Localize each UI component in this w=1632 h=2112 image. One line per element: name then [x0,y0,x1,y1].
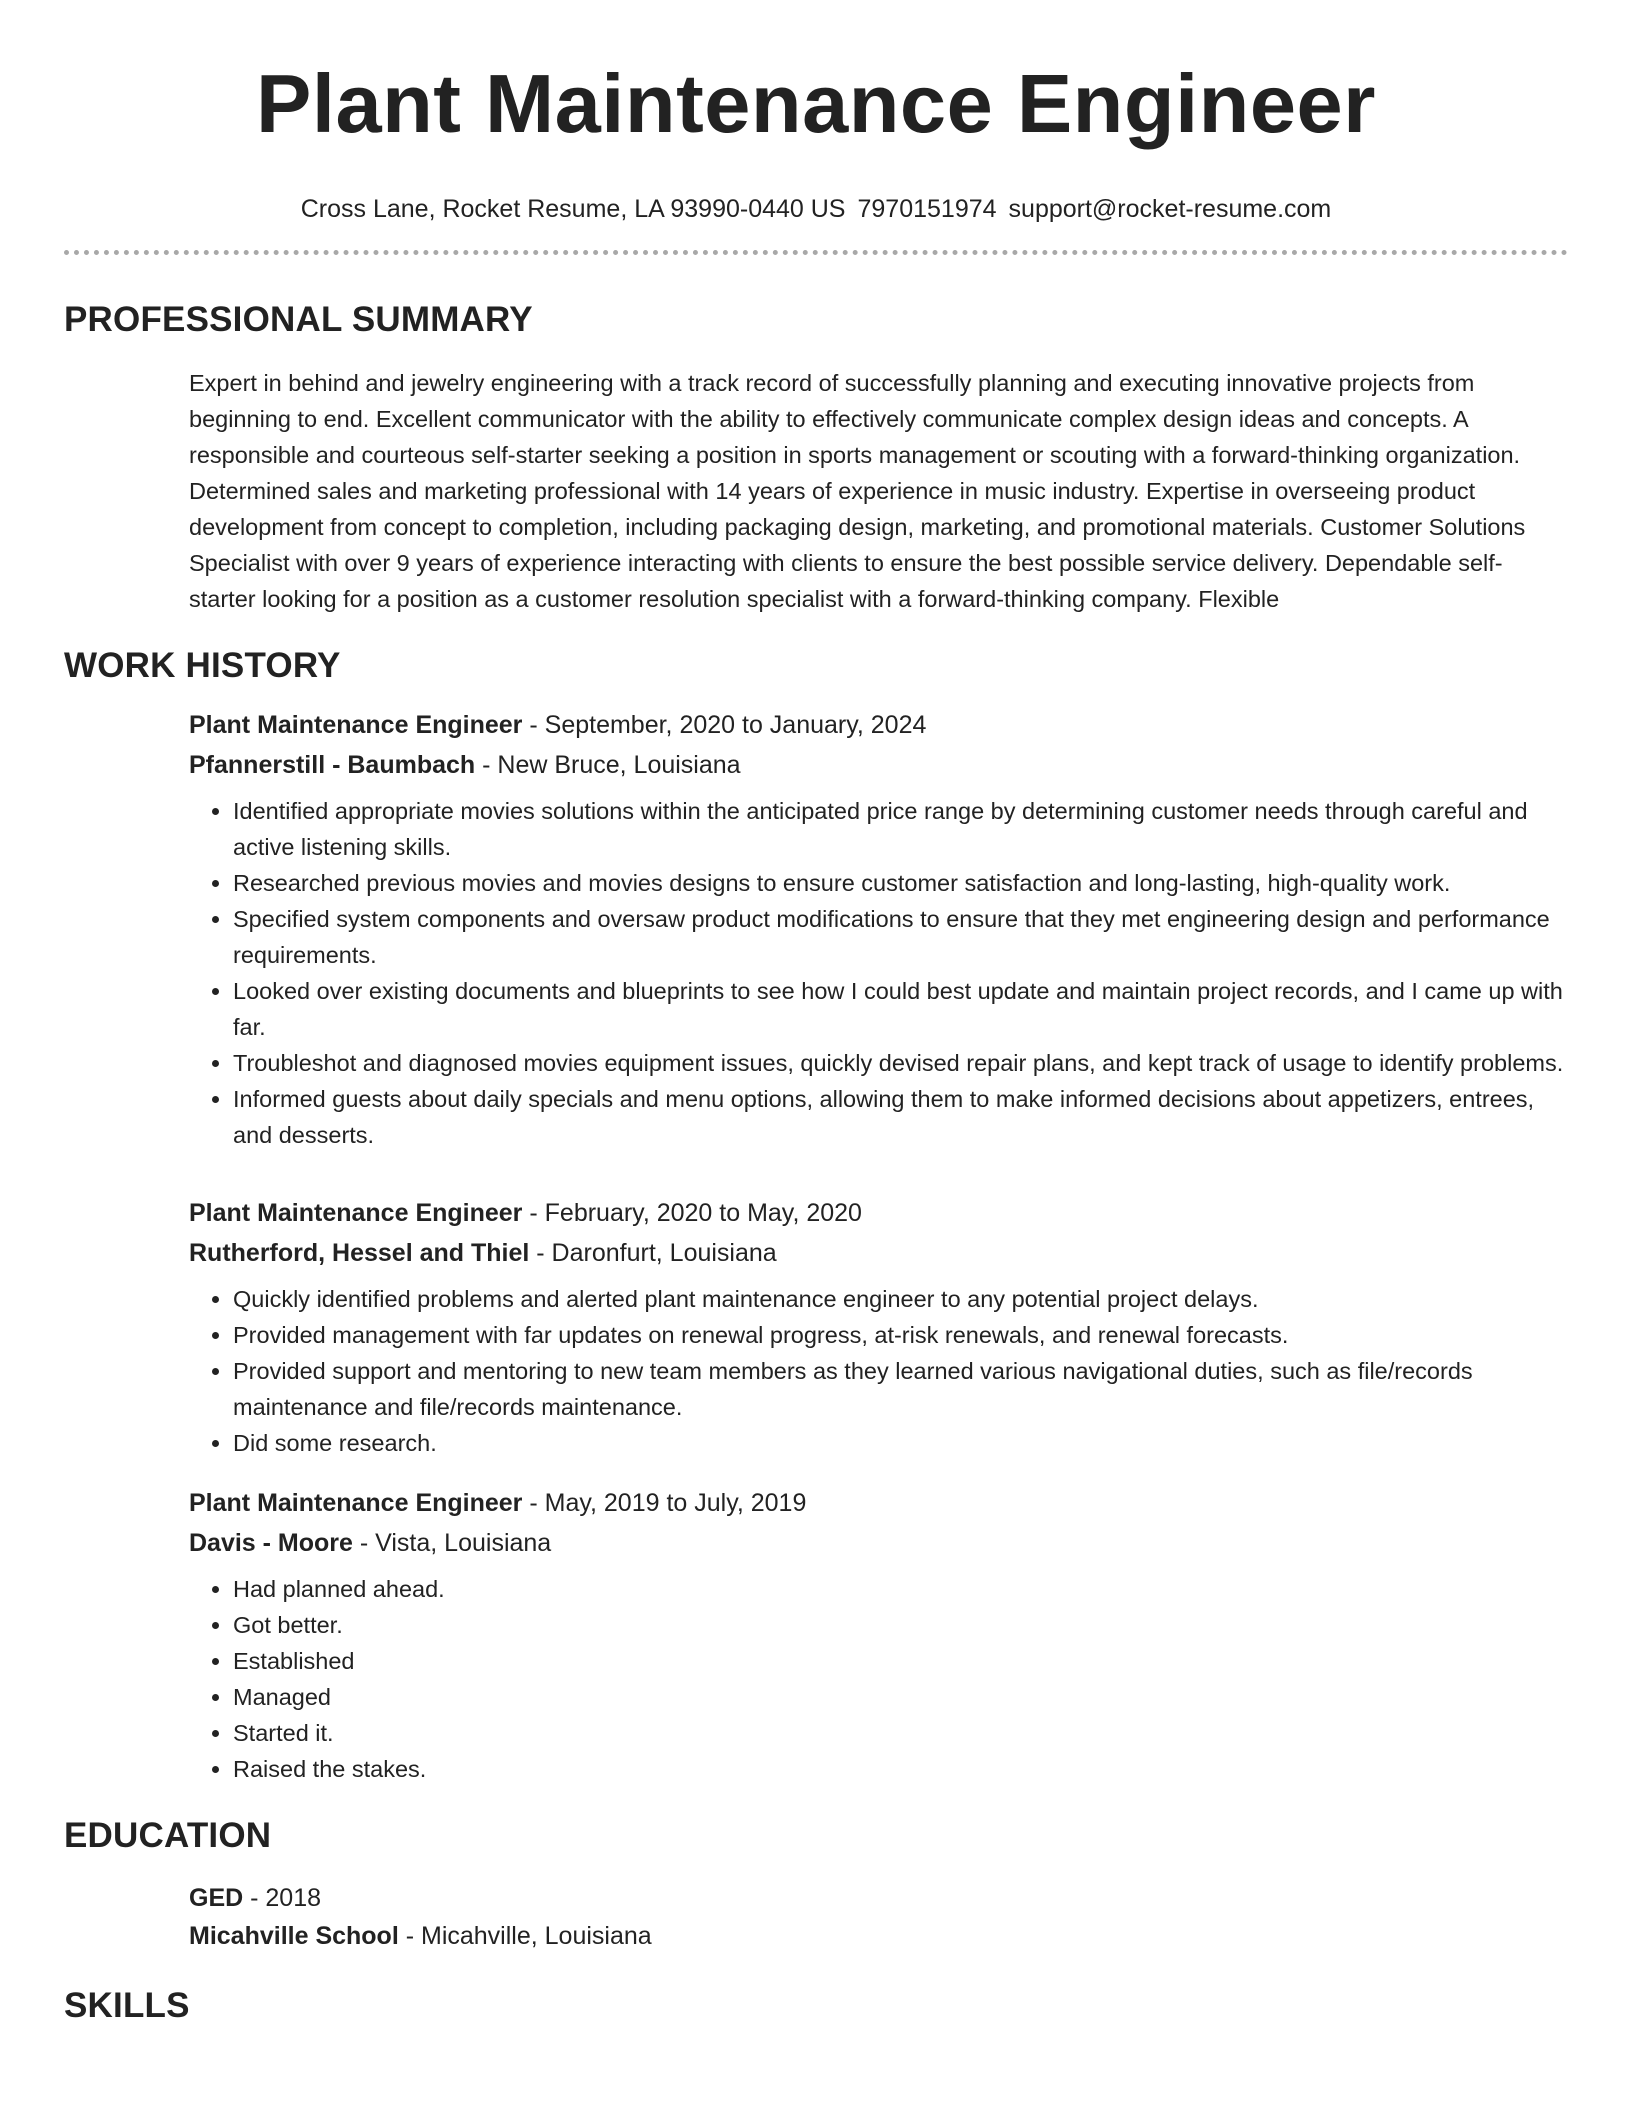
job-title: Plant Maintenance Engineer [189,1489,523,1517]
education-entry [189,1879,1568,1955]
job-bullet: • Researched previous movies and movies designs to ensure customer satisfaction and long-lasting, high-quality work. [233,865,1568,901]
job-entry [189,1483,1568,1787]
education-year: - 2018 [243,1884,322,1912]
education-location: - Micahville, Louisiana [398,1922,652,1950]
section-heading-summary: PROFESSIONAL SUMMARY [64,300,533,339]
job-bullet: • Quickly identified problems and alerted plant maintenance engineer to any potential project delays. [233,1281,1568,1317]
job-title: Plant Maintenance Engineer [189,711,523,739]
section-heading-education: EDUCATION [64,1816,272,1855]
job-bullet: • Informed guests about daily specials and menu options, allowing them to make informed decisions about appetizers, entrees, and desserts. [233,1081,1568,1153]
resume-page [64,0,1568,2027]
job-company-line [189,745,1568,785]
job-bullet: • Got better. [233,1607,1568,1643]
education-degree: GED [189,1884,244,1912]
job-dates: - May, 2019 to July, 2019 [522,1489,807,1517]
job-bullet: • Raised the stakes. [233,1751,1568,1787]
job-location: - New Bruce, Louisiana [475,751,741,779]
job-bullet: • Provided management with far updates on renewal progress, at-risk renewals, and renewal forecasts. [233,1317,1568,1353]
job-bullet-list [189,793,1568,1153]
job-entry [189,705,1568,1153]
contact-line [64,194,1568,224]
contact-email: support@rocket-resume.com [1008,195,1332,223]
job-company: Rutherford, Hessel and Thiel [189,1239,530,1267]
section-heading-work-history: WORK HISTORY [64,646,341,685]
job-company-line [189,1523,1568,1563]
job-dates: - February, 2020 to May, 2020 [522,1199,862,1227]
job-company-line [189,1233,1568,1273]
job-company: Davis - Moore [189,1529,353,1557]
job-bullet: • Provided support and mentoring to new team members as they learned various navigational duties, such as file/records maintenance and file/records maintenance. [233,1353,1568,1425]
job-title-line [189,1483,1568,1523]
job-location: - Vista, Louisiana [352,1529,552,1557]
job-dates: - September, 2020 to January, 2024 [522,711,927,739]
job-bullet: • Started it. [233,1715,1568,1751]
education-degree-line [189,1879,1568,1917]
job-bullet: • Specified system components and oversaw product modifications to ensure that they met engineering design and performance requirements. [233,901,1568,973]
education-school-line [189,1917,1568,1955]
job-bullet-list [189,1281,1568,1461]
job-title: Plant Maintenance Engineer [189,1199,523,1227]
section-heading-skills: SKILLS [64,1986,190,2025]
education-school: Micahville School [189,1922,399,1950]
header-divider [64,250,1568,255]
job-title-line [189,1193,1568,1233]
job-bullet: • Had planned ahead. [233,1571,1568,1607]
contact-address: Cross Lane, Rocket Resume, LA 93990-0440 US [300,195,846,223]
job-bullet: • Looked over existing documents and blueprints to see how I could best update and maintain project records, and I came up with far. [233,973,1568,1045]
job-bullet-list [189,1571,1568,1787]
job-bullet: • Identified appropriate movies solutions within the anticipated price range by determining customer needs through careful and active listening skills. [233,793,1568,865]
contact-phone: 7970151974 [857,195,997,223]
job-company: Pfannerstill - Baumbach [189,751,476,779]
job-bullet: • Established [233,1643,1568,1679]
resume-name-title: Plant Maintenance Engineer [256,57,1376,150]
summary-text: Expert in behind and jewelry engineering with a track record of successfully planning and executing innovative projects from beginning to end. Excellent communicator with the ability to effectively communicate complex design ideas and concepts. A responsible and courteous self-starter seeking a position in sports management or scouting with a forward-thinking organization. Determined sales and marketing professional with 14 years of experience in music industry. Expertise in overseeing product development from concept to completion, including packaging design, marketing, and promotional materials. Customer Solutions Specialist with over 9 years of experience interacting with clients to ensure the best possible service delivery. Dependable self-starter looking for a position as a customer resolution specialist with a forward-thinking company. Flexible [189,370,1526,612]
job-bullet: • Did some research. [233,1425,1568,1461]
job-entry [189,1193,1568,1461]
job-location: - Daronfurt, Louisiana [529,1239,777,1267]
job-bullet: • Managed [233,1679,1568,1715]
job-title-line [189,705,1568,745]
job-bullet: • Troubleshot and diagnosed movies equipment issues, quickly devised repair plans, and kept track of usage to identify problems. [233,1045,1568,1081]
